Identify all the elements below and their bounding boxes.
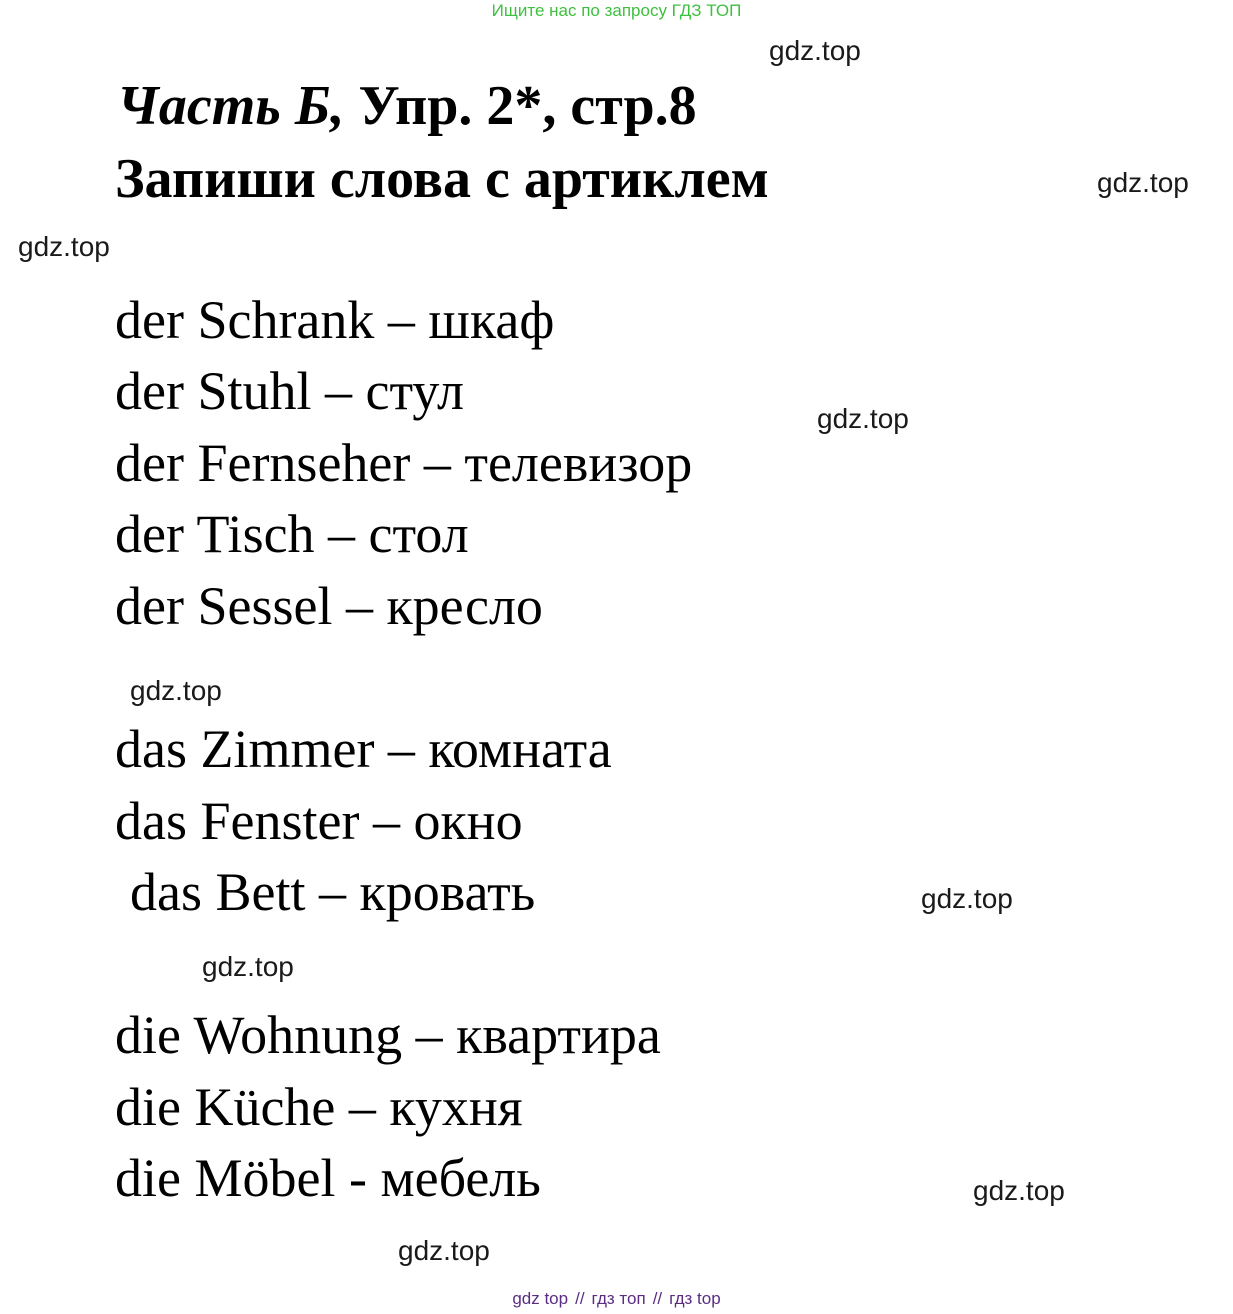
- watermark: gdz.top: [817, 403, 909, 434]
- word-das-fenster: das Fenster – окно: [115, 791, 523, 851]
- footer-separator: //: [575, 1289, 585, 1308]
- word-der-tisch: der Tisch – стол: [115, 504, 469, 564]
- watermark: gdz.top: [398, 1235, 490, 1266]
- exercise-label: Упр. 2*, стр.8: [358, 75, 697, 137]
- watermark: gdz.top: [18, 231, 110, 262]
- word-die-wohnung: die Wohnung – квартира: [115, 1005, 661, 1065]
- watermark: gdz.top: [1097, 167, 1189, 198]
- word-die-moebel: die Möbel - мебель: [115, 1148, 541, 1208]
- word-der-schrank: der Schrank – шкаф: [115, 290, 555, 350]
- part-label: Часть Б,: [117, 75, 345, 137]
- word-das-bett: das Bett – кровать: [130, 862, 536, 922]
- task-heading: Запиши слова с артиклем: [115, 148, 769, 210]
- word-der-stuhl: der Stuhl – стул: [115, 361, 464, 421]
- word-der-fernseher: der Fernseher – телевизор: [115, 433, 693, 493]
- word-die-kueche: die Küche – кухня: [115, 1077, 523, 1137]
- top-banner: Ищите нас по запросу ГДЗ ТОП: [491, 1, 742, 20]
- watermark: gdz.top: [130, 675, 222, 706]
- exercise-heading: [117, 75, 697, 137]
- watermark: gdz.top: [202, 951, 294, 982]
- footer-separator: //: [652, 1289, 663, 1308]
- word-das-zimmer: das Zimmer – комната: [115, 719, 612, 779]
- watermark: gdz.top: [921, 883, 1013, 914]
- footer-link[interactable]: гдз top: [669, 1289, 721, 1308]
- watermark: gdz.top: [973, 1175, 1065, 1206]
- footer-links: [0, 1289, 1233, 1309]
- watermark: gdz.top: [769, 35, 861, 66]
- word-der-sessel: der Sessel – кресло: [115, 576, 543, 636]
- footer-link[interactable]: gdz top: [512, 1289, 569, 1308]
- footer-link[interactable]: гдз топ: [591, 1289, 646, 1308]
